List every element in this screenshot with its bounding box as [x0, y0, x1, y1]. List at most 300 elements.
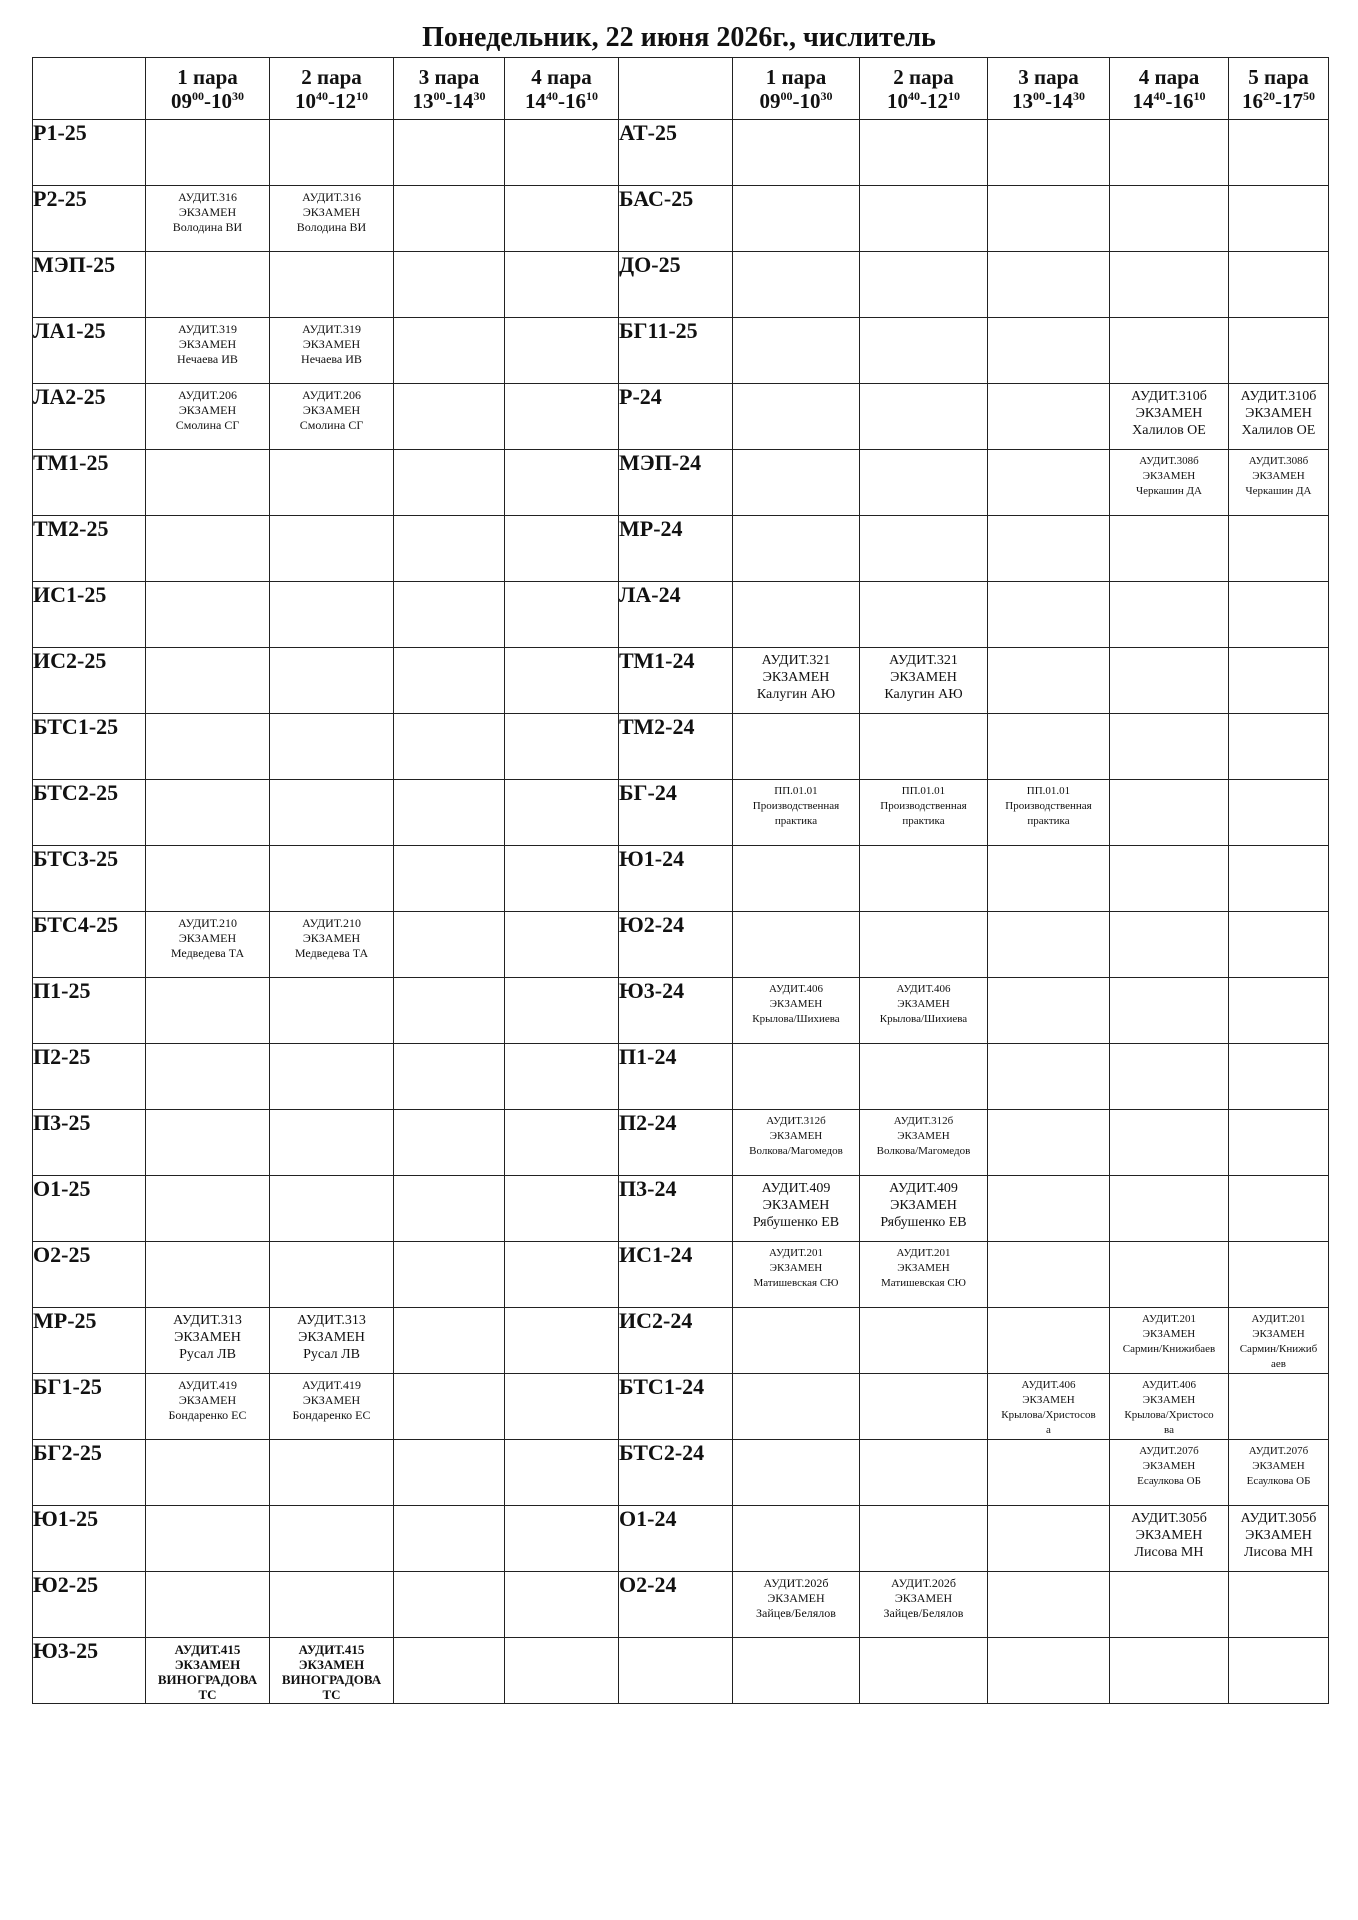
entry-room: АУДИТ.308б — [1139, 455, 1199, 467]
schedule-cell — [146, 186, 270, 252]
entry-line: Медведева ТА — [294, 946, 369, 960]
schedule-cell — [1229, 450, 1329, 516]
group-name-left: МЭП-25 — [33, 252, 146, 318]
schedule-cell — [394, 120, 505, 186]
schedule-cell — [270, 714, 394, 780]
schedule-cell — [733, 1572, 860, 1638]
schedule-cell — [860, 384, 988, 450]
table-row — [33, 516, 1329, 582]
time-minutes: 00 — [780, 88, 793, 103]
schedule-cell — [860, 1308, 988, 1374]
schedule-cell — [988, 516, 1110, 582]
schedule-cell — [860, 450, 988, 516]
schedule-cell — [988, 1638, 1110, 1704]
entry-room: АУДИТ.313 — [297, 1313, 366, 1328]
schedule-cell — [394, 1110, 505, 1176]
schedule-cell — [270, 912, 394, 978]
time-minutes: 40 — [908, 88, 920, 103]
time-hours: 16 — [1172, 88, 1194, 113]
schedule-cell — [988, 648, 1110, 714]
entry-line: ЭКЗАМЕН — [178, 403, 237, 417]
schedule-cell — [733, 1374, 860, 1440]
schedule-cell — [270, 516, 394, 582]
schedule-cell — [733, 186, 860, 252]
table-row — [33, 120, 1329, 186]
entry-line: Есаулкова ОБ — [1137, 1475, 1201, 1487]
time-minutes: 10 — [1193, 88, 1206, 103]
entry-room: ПП.01.01 — [901, 785, 946, 797]
entry-line: Производственная — [1005, 800, 1092, 812]
schedule-cell — [505, 780, 619, 846]
schedule-cell — [146, 1044, 270, 1110]
group-name-right: Р-24 — [619, 384, 733, 450]
schedule-cell — [505, 186, 619, 252]
exam-entry — [733, 1242, 859, 1291]
entry-line: Производственная — [880, 800, 967, 812]
entry-line: ЭКЗАМЕН — [174, 1657, 241, 1672]
schedule-cell — [270, 1110, 394, 1176]
entry-line: ва — [1164, 1424, 1174, 1436]
entry-line: практика — [902, 815, 945, 827]
schedule-cell — [988, 318, 1110, 384]
group-name-left: ЛА1-25 — [33, 318, 146, 384]
exam-entry — [1110, 1374, 1228, 1438]
entry-line: ТС — [198, 1687, 217, 1702]
time-hours: 10 — [799, 88, 821, 113]
schedule-cell — [733, 582, 860, 648]
schedule-cell — [988, 1242, 1110, 1308]
schedule-cell — [988, 450, 1110, 516]
schedule-cell — [1110, 582, 1229, 648]
exam-entry — [733, 1110, 859, 1159]
pair-label: 2 пара — [893, 64, 954, 89]
header-row — [33, 58, 1329, 120]
group-name-right: О2-24 — [619, 1572, 733, 1638]
entry-line: Халилов ОЕ — [1241, 423, 1316, 438]
group-name-left: БГ1-25 — [33, 1374, 146, 1440]
exam-entry — [146, 384, 269, 433]
entry-room: АУДИТ.305б — [1240, 1511, 1317, 1526]
pair-label: 3 пара — [418, 64, 480, 89]
entry-line: ТС — [322, 1687, 341, 1702]
group-name-right: БГ11-25 — [619, 318, 733, 384]
schedule-cell — [270, 648, 394, 714]
exam-entry — [733, 648, 859, 703]
schedule-cell — [733, 1110, 860, 1176]
time-minutes: 30 — [1073, 88, 1085, 103]
group-name-right: ИС1-24 — [619, 1242, 733, 1308]
table-row — [33, 384, 1329, 450]
entry-room: АУДИТ.415 — [174, 1642, 241, 1657]
entry-line: ЭКЗАМЕН — [890, 670, 957, 685]
schedule-cell — [505, 648, 619, 714]
group-name-right: П2-24 — [619, 1110, 733, 1176]
schedule-cell — [270, 186, 394, 252]
schedule-cell — [505, 384, 619, 450]
entry-room: АУДИТ.313 — [173, 1313, 242, 1328]
schedule-cell — [733, 1308, 860, 1374]
schedule-cell — [860, 1572, 988, 1638]
schedule-cell — [860, 120, 988, 186]
entry-line: ЭКЗАМЕН — [302, 205, 361, 219]
time-hours: 12 — [335, 88, 356, 113]
schedule-cell — [394, 1044, 505, 1110]
time-minutes: 00 — [192, 88, 204, 103]
exam-entry — [1110, 1308, 1228, 1357]
time-hours: 10 — [887, 88, 908, 113]
entry-room: АУДИТ.201 — [896, 1247, 951, 1259]
time-hours: 09 — [759, 88, 781, 113]
schedule-cell — [270, 846, 394, 912]
time-hours: 13 — [412, 88, 434, 113]
entry-line: Черкашин ДА — [1245, 485, 1312, 497]
group-name-right: ДО-25 — [619, 252, 733, 318]
schedule-cell — [1229, 1242, 1329, 1308]
entry-line: ЭКЗАМЕН — [897, 998, 950, 1010]
schedule-cell — [860, 1506, 988, 1572]
group-name-right: БТС1-24 — [619, 1374, 733, 1440]
group-name-right: Ю3-24 — [619, 978, 733, 1044]
schedule-cell — [733, 780, 860, 846]
entry-room: АУДИТ.406 — [896, 983, 951, 995]
table-row — [33, 1440, 1329, 1506]
schedule-cell — [505, 1638, 619, 1704]
entry-line: ЭКЗАМЕН — [897, 1262, 950, 1274]
schedule-cell — [1110, 1440, 1229, 1506]
schedule-cell — [1110, 384, 1229, 450]
schedule-cell — [860, 912, 988, 978]
time-minutes: 20 — [1263, 88, 1275, 103]
entry-line: ЭКЗАМЕН — [762, 1198, 830, 1213]
schedule-cell — [394, 1308, 505, 1374]
entry-line: ЭКЗАМЕН — [1245, 406, 1312, 421]
schedule-cell — [1229, 1308, 1329, 1374]
entry-room: АУДИТ.202б — [891, 1576, 956, 1590]
schedule-cell — [733, 450, 860, 516]
schedule-cell — [146, 1506, 270, 1572]
schedule-cell — [1110, 1572, 1229, 1638]
entry-room: АУДИТ.310б — [1240, 389, 1317, 404]
entry-line: ЭКЗАМЕН — [302, 1393, 361, 1407]
entry-line: Крылова/Шихиева — [752, 1013, 840, 1025]
schedule-cell — [1229, 714, 1329, 780]
exam-entry — [270, 318, 393, 367]
pair-time: $10^{40}-12^{10}$ — [295, 88, 368, 113]
entry-line: ЭКЗАМЕН — [298, 1330, 365, 1345]
schedule-cell — [394, 1440, 505, 1506]
schedule-cell — [1229, 582, 1329, 648]
schedule-cell — [1229, 1506, 1329, 1572]
schedule-cell — [988, 186, 1110, 252]
exam-entry — [1229, 1506, 1328, 1561]
schedule-cell — [394, 1374, 505, 1440]
time-hours: 16 — [565, 88, 586, 113]
exam-entry — [270, 186, 393, 235]
table-row — [33, 1176, 1329, 1242]
entry-room: АУДИТ.305б — [1131, 1511, 1207, 1526]
exam-entry — [270, 384, 393, 433]
table-row — [33, 1506, 1329, 1572]
schedule-cell — [394, 252, 505, 318]
table-row — [33, 450, 1329, 516]
entry-line: Крылова/Христосо — [1124, 1409, 1214, 1421]
exam-entry — [146, 318, 269, 367]
schedule-cell — [505, 1176, 619, 1242]
schedule-cell — [1229, 648, 1329, 714]
schedule-cell — [394, 1176, 505, 1242]
schedule-cell — [1229, 1176, 1329, 1242]
entry-room: АУДИТ.316 — [302, 190, 361, 204]
pair-time: $09^{00}-10^{30}$ — [171, 88, 244, 113]
schedule-cell — [146, 1110, 270, 1176]
schedule-cell — [1110, 912, 1229, 978]
schedule-cell — [1229, 318, 1329, 384]
schedule-cell — [394, 384, 505, 450]
schedule-cell — [270, 978, 394, 1044]
entry-line: ЭКЗАМЕН — [174, 1330, 241, 1345]
schedule-cell — [988, 582, 1110, 648]
schedule-cell — [733, 516, 860, 582]
group-name-right: БГ-24 — [619, 780, 733, 846]
schedule-cell — [146, 1638, 270, 1704]
group-name-right: МЭП-24 — [619, 450, 733, 516]
group-name-right: Ю1-24 — [619, 846, 733, 912]
entry-room: АУДИТ.409 — [761, 1181, 831, 1196]
exam-entry — [860, 1176, 987, 1231]
exam-entry — [860, 1572, 987, 1621]
time-minutes: 30 — [820, 88, 833, 103]
group-name-right — [619, 1638, 733, 1704]
group-name-left: О1-25 — [33, 1176, 146, 1242]
group-name-left: Р1-25 — [33, 120, 146, 186]
table-row — [33, 846, 1329, 912]
group-name-left: БТС1-25 — [33, 714, 146, 780]
schedule-cell — [1110, 252, 1229, 318]
entry-line: а — [1046, 1424, 1051, 1436]
table-row — [33, 318, 1329, 384]
schedule-cell — [1110, 450, 1229, 516]
exam-entry — [1229, 384, 1328, 439]
schedule-cell — [394, 186, 505, 252]
entry-line: ЭКЗАМЕН — [302, 337, 361, 351]
schedule-cell — [733, 1440, 860, 1506]
schedule-cell — [146, 1242, 270, 1308]
table-row — [33, 648, 1329, 714]
schedule-cell — [1110, 1308, 1229, 1374]
schedule-cell — [860, 516, 988, 582]
column-header-left-3 — [394, 58, 505, 120]
group-name-left: БТС2-25 — [33, 780, 146, 846]
table-row — [33, 714, 1329, 780]
entry-line: ЭКЗАМЕН — [302, 403, 361, 417]
group-name-left: П3-25 — [33, 1110, 146, 1176]
schedule-cell — [733, 648, 860, 714]
schedule-cell — [733, 846, 860, 912]
schedule-cell — [988, 1572, 1110, 1638]
entry-line: ЭКЗАМЕН — [894, 1591, 953, 1605]
exam-entry — [270, 1374, 393, 1423]
schedule-cell — [270, 252, 394, 318]
entry-room: АУДИТ.310б — [1131, 389, 1207, 404]
entry-line: ВИНОГРАДОВА — [281, 1672, 382, 1687]
entry-room: АУДИТ.201 — [1251, 1313, 1306, 1325]
entry-line: ЭКЗАМЕН — [302, 931, 361, 945]
pair-label: 2 пара — [301, 64, 362, 89]
schedule-cell — [146, 516, 270, 582]
schedule-cell — [988, 252, 1110, 318]
schedule-cell — [733, 1506, 860, 1572]
time-hours: 14 — [525, 88, 546, 113]
schedule-cell — [860, 318, 988, 384]
entry-line: Русал ЛВ — [179, 1347, 236, 1362]
entry-line: Черкашин ДА — [1135, 485, 1203, 497]
pair-time: $14^{40}-16^{10}$ — [1132, 88, 1206, 113]
schedule-cell — [1229, 516, 1329, 582]
exam-entry — [733, 978, 859, 1027]
schedule-table — [32, 57, 1329, 1704]
schedule-cell — [394, 1638, 505, 1704]
schedule-cell — [270, 1374, 394, 1440]
schedule-cell — [733, 714, 860, 780]
table-row — [33, 252, 1329, 318]
schedule-cell — [860, 1242, 988, 1308]
entry-line: Володина ВИ — [172, 220, 243, 234]
entry-line: ВИНОГРАДОВА — [157, 1672, 258, 1687]
schedule-cell — [1110, 1506, 1229, 1572]
column-header-right-2 — [860, 58, 988, 120]
entry-line: Сармин/Книжиб — [1239, 1343, 1318, 1355]
schedule-cell — [505, 450, 619, 516]
schedule-cell — [270, 1506, 394, 1572]
group-name-right: П3-24 — [619, 1176, 733, 1242]
group-name-left: О2-25 — [33, 1242, 146, 1308]
entry-room: АУДИТ.316 — [178, 190, 237, 204]
entry-line: Медведева ТА — [170, 946, 245, 960]
entry-line: ЭКЗАМЕН — [1135, 406, 1203, 421]
schedule-cell — [505, 912, 619, 978]
entry-room: АУДИТ.210 — [302, 916, 361, 930]
entry-line: ЭКЗАМЕН — [769, 1262, 823, 1274]
schedule-cell — [860, 648, 988, 714]
time-hours: 17 — [1282, 88, 1303, 113]
exam-entry — [146, 1638, 269, 1702]
schedule-cell — [146, 1440, 270, 1506]
group-name-right: Ю2-24 — [619, 912, 733, 978]
exam-entry — [860, 1242, 987, 1291]
group-header-right — [619, 58, 733, 120]
schedule-cell — [1229, 252, 1329, 318]
group-name-left: Р2-25 — [33, 186, 146, 252]
entry-room: АУДИТ.406 — [769, 983, 823, 995]
column-header-left-2 — [270, 58, 394, 120]
entry-line: ЭКЗАМЕН — [298, 1657, 365, 1672]
schedule-cell — [394, 582, 505, 648]
group-name-right: БТС2-24 — [619, 1440, 733, 1506]
schedule-cell — [394, 450, 505, 516]
entry-line: практика — [774, 815, 818, 827]
group-name-left: БТС4-25 — [33, 912, 146, 978]
schedule-cell — [394, 1242, 505, 1308]
entry-room: АУДИТ.319 — [302, 322, 361, 336]
entry-line: Бондаренко ЕС — [168, 1408, 247, 1422]
schedule-cell — [988, 912, 1110, 978]
schedule-cell — [733, 384, 860, 450]
entry-line: Матишевская СЮ — [753, 1277, 839, 1289]
schedule-cell — [1229, 780, 1329, 846]
time-minutes: 10 — [948, 88, 960, 103]
schedule-cell — [505, 846, 619, 912]
schedule-cell — [270, 1638, 394, 1704]
schedule-cell — [505, 1044, 619, 1110]
schedule-cell — [146, 912, 270, 978]
schedule-cell — [270, 450, 394, 516]
schedule-cell — [270, 1308, 394, 1374]
schedule-cell — [1229, 1110, 1329, 1176]
schedule-cell — [860, 714, 988, 780]
schedule-cell — [860, 1044, 988, 1110]
entry-room: АУДИТ.308б — [1248, 455, 1309, 467]
schedule-cell — [270, 582, 394, 648]
entry-line: ЭКЗАМЕН — [1252, 1328, 1305, 1340]
entry-line: ЭКЗАМЕН — [1135, 1528, 1203, 1543]
schedule-cell — [146, 318, 270, 384]
pair-time: $14^{40}-16^{10}$ — [525, 88, 598, 113]
group-name-right: АТ-25 — [619, 120, 733, 186]
entry-room: АУДИТ.201 — [769, 1247, 823, 1259]
entry-line: Лисова МН — [1134, 1545, 1204, 1560]
schedule-cell — [1110, 846, 1229, 912]
time-hours: 14 — [1132, 88, 1154, 113]
table-row — [33, 1242, 1329, 1308]
group-name-left: ЛА2-25 — [33, 384, 146, 450]
pair-label: 3 пара — [1018, 64, 1079, 89]
pair-time: $09^{00}-10^{30}$ — [759, 88, 833, 113]
entry-line: ЭКЗАМЕН — [1142, 470, 1196, 482]
schedule-cell — [988, 846, 1110, 912]
group-name-left: П1-25 — [33, 978, 146, 1044]
schedule-cell — [1110, 978, 1229, 1044]
exam-entry — [146, 1308, 269, 1363]
entry-room: ПП.01.01 — [1026, 785, 1071, 797]
schedule-cell — [988, 1308, 1110, 1374]
schedule-cell — [733, 120, 860, 186]
column-header-left-4 — [505, 58, 619, 120]
entry-line: Нечаева ИВ — [301, 352, 362, 366]
schedule-cell — [733, 978, 860, 1044]
entry-line: Смолина СГ — [299, 418, 364, 432]
schedule-cell — [860, 978, 988, 1044]
schedule-cell — [1110, 516, 1229, 582]
entry-line: практика — [1027, 815, 1070, 827]
time-hours: 13 — [1012, 88, 1033, 113]
schedule-cell — [146, 450, 270, 516]
table-row — [33, 912, 1329, 978]
schedule-cell — [146, 120, 270, 186]
schedule-cell — [146, 582, 270, 648]
schedule-cell — [146, 714, 270, 780]
entry-line: ЭКЗАМЕН — [178, 205, 237, 219]
pair-label: 5 пара — [1248, 64, 1309, 89]
entry-line: Сармин/Книжибаев — [1122, 1343, 1216, 1355]
schedule-cell — [394, 1506, 505, 1572]
schedule-cell — [1110, 1242, 1229, 1308]
entry-line: ЭКЗАМЕН — [1022, 1394, 1075, 1406]
schedule-cell — [1229, 912, 1329, 978]
exam-entry — [1229, 1308, 1328, 1372]
schedule-cell — [1110, 120, 1229, 186]
schedule-cell — [1229, 978, 1329, 1044]
pair-label: 1 пара — [765, 64, 827, 89]
